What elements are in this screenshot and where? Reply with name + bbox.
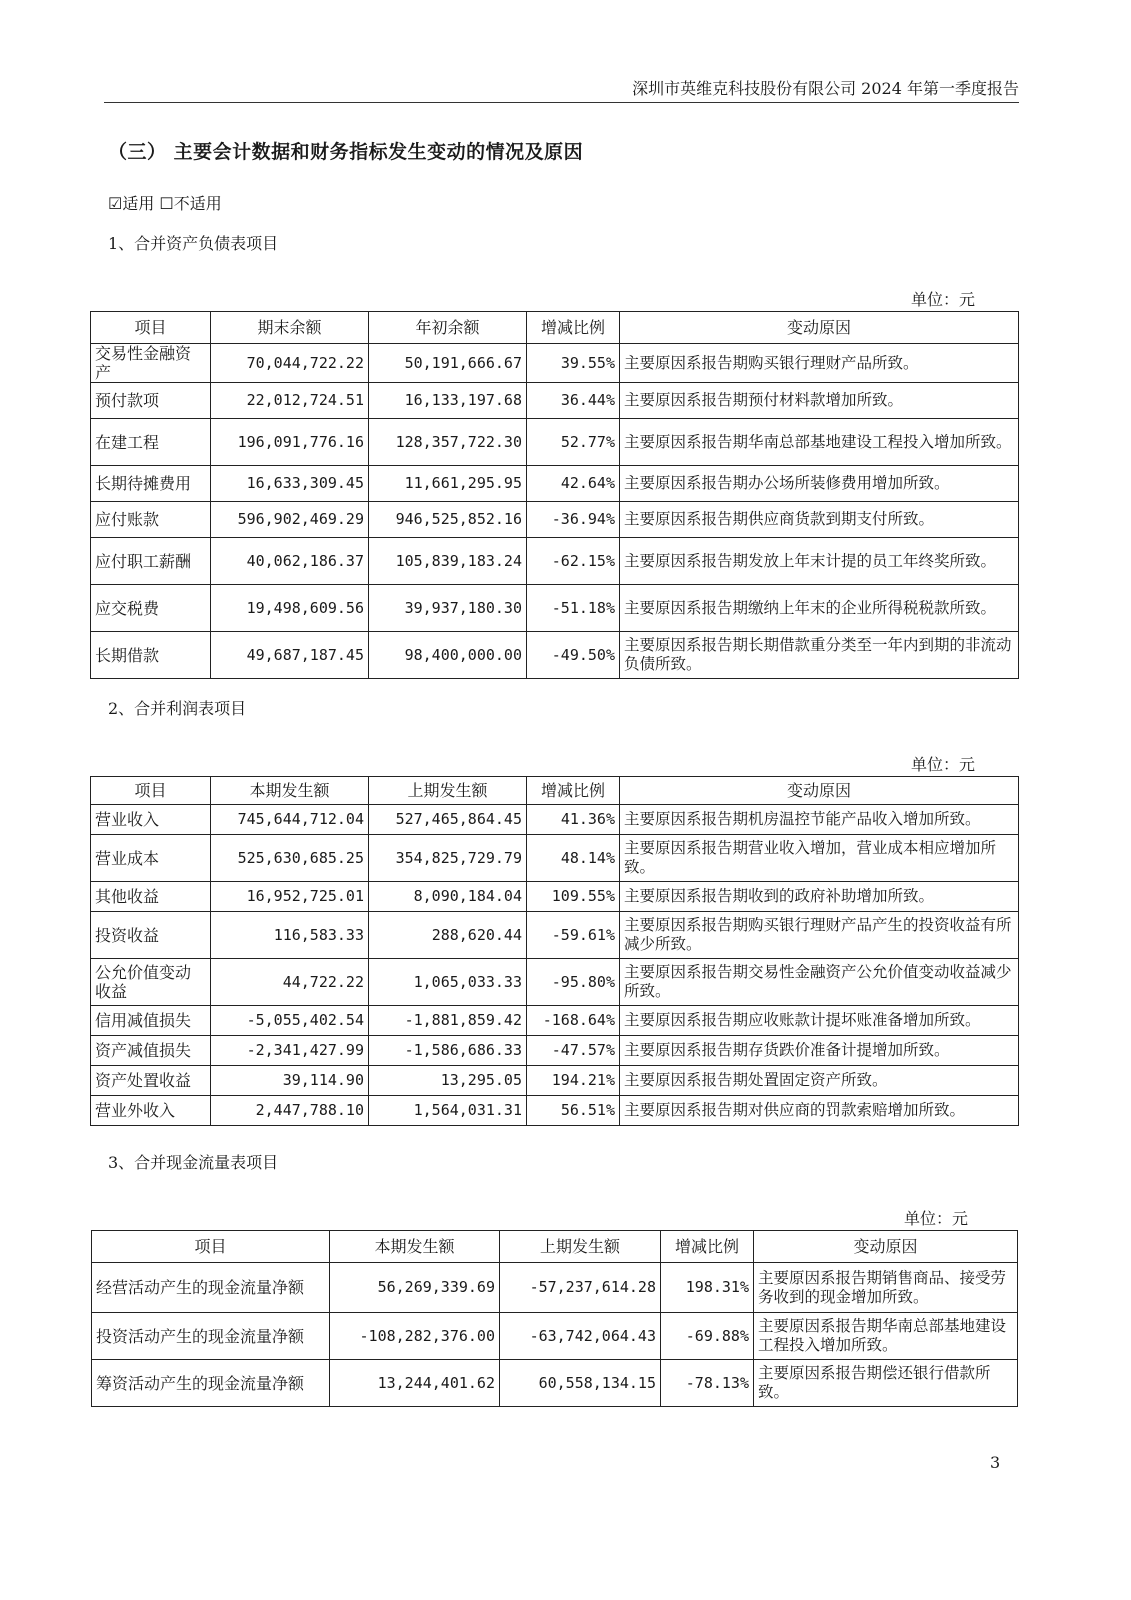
change-ratio-cell: 109.55%	[527, 882, 620, 912]
reason-cell: 主要原因系报告期购买银行理财产品产生的投资收益有所减少所致。	[620, 912, 1019, 959]
change-ratio-cell: -168.64%	[527, 1006, 620, 1036]
column-header: 增减比例	[661, 1231, 754, 1263]
reason-cell: 主要原因系报告期偿还银行借款所致。	[754, 1360, 1018, 1407]
beginning-balance-cell: 105,839,183.24	[369, 538, 527, 585]
change-ratio-cell: 41.36%	[527, 805, 620, 835]
income-statement-heading: 2、合并利润表项目	[108, 699, 247, 718]
table-row	[91, 912, 1019, 959]
item-cell: 公允价值变动收益	[91, 959, 211, 1006]
change-ratio-cell: -59.61%	[527, 912, 620, 959]
reason-cell: 主要原因系报告期销售商品、接受劳务收到的现金增加所致。	[754, 1263, 1018, 1313]
ending-balance-cell: 70,044,722.22	[211, 344, 369, 383]
beginning-balance-cell: 16,133,197.68	[369, 383, 527, 419]
table-header-row	[92, 1231, 1018, 1263]
prior-period-cell: 288,620.44	[369, 912, 527, 959]
ending-balance-cell: 22,012,724.51	[211, 383, 369, 419]
change-ratio-cell: 39.55%	[527, 344, 620, 383]
column-header: 变动原因	[620, 312, 1019, 344]
table-header-row	[91, 312, 1019, 344]
column-header: 增减比例	[527, 312, 620, 344]
change-ratio-cell: 42.64%	[527, 466, 620, 502]
change-ratio-cell: -62.15%	[527, 538, 620, 585]
reason-cell: 主要原因系报告期机房温控节能产品收入增加所致。	[620, 805, 1019, 835]
balance-sheet-table	[90, 311, 1019, 679]
column-header: 本期发生额	[211, 777, 369, 805]
change-ratio-cell: 198.31%	[661, 1263, 754, 1313]
cashflow-statement-heading: 3、合并现金流量表项目	[108, 1153, 279, 1172]
page-header: 深圳市英维克科技股份有限公司 2024 年第一季度报告	[104, 78, 1019, 103]
table-row	[91, 805, 1019, 835]
table-row	[91, 1066, 1019, 1096]
beginning-balance-cell: 11,661,295.95	[369, 466, 527, 502]
prior-period-cell: 60,558,134.15	[500, 1360, 661, 1407]
item-cell: 资产减值损失	[91, 1036, 211, 1066]
beginning-balance-cell: 50,191,666.67	[369, 344, 527, 383]
table-row	[91, 1036, 1019, 1066]
beginning-balance-cell: 39,937,180.30	[369, 585, 527, 632]
change-ratio-cell: 52.77%	[527, 419, 620, 466]
item-cell: 预付款项	[91, 383, 211, 419]
current-period-cell: 56,269,339.69	[330, 1263, 500, 1313]
table-row	[91, 538, 1019, 585]
reason-cell: 主要原因系报告期购买银行理财产品所致。	[620, 344, 1019, 383]
beginning-balance-cell: 98,400,000.00	[369, 632, 527, 679]
ending-balance-cell: 19,498,609.56	[211, 585, 369, 632]
current-period-cell: 44,722.22	[211, 959, 369, 1006]
table-row	[91, 344, 1019, 383]
prior-period-cell: 354,825,729.79	[369, 835, 527, 882]
prior-period-cell: -57,237,614.28	[500, 1263, 661, 1313]
prior-period-cell: -63,742,064.43	[500, 1313, 661, 1360]
prior-period-cell: 527,465,864.45	[369, 805, 527, 835]
ending-balance-cell: 596,902,469.29	[211, 502, 369, 538]
change-ratio-cell: -78.13%	[661, 1360, 754, 1407]
item-cell: 营业外收入	[91, 1096, 211, 1126]
ending-balance-cell: 196,091,776.16	[211, 419, 369, 466]
prior-period-cell: 13,295.05	[369, 1066, 527, 1096]
column-header: 项目	[91, 312, 211, 344]
item-cell: 应付职工薪酬	[91, 538, 211, 585]
column-header: 上期发生额	[369, 777, 527, 805]
reason-cell: 主要原因系报告期华南总部基地建设工程投入增加所致。	[754, 1313, 1018, 1360]
reason-cell: 主要原因系报告期交易性金融资产公允价值变动收益减少所致。	[620, 959, 1019, 1006]
applicable-checkbox-line: ☑适用 ☐不适用	[108, 194, 222, 213]
reason-cell: 主要原因系报告期存货跌价准备计提增加所致。	[620, 1036, 1019, 1066]
change-ratio-cell: -95.80%	[527, 959, 620, 1006]
column-header: 项目	[92, 1231, 330, 1263]
current-period-cell: -108,282,376.00	[330, 1313, 500, 1360]
item-cell: 营业收入	[91, 805, 211, 835]
table-row	[91, 466, 1019, 502]
table-row	[92, 1313, 1018, 1360]
column-header: 变动原因	[620, 777, 1019, 805]
item-cell: 投资活动产生的现金流量净额	[92, 1313, 330, 1360]
item-cell: 长期借款	[91, 632, 211, 679]
reason-cell: 主要原因系报告期处置固定资产所致。	[620, 1066, 1019, 1096]
column-header: 本期发生额	[330, 1231, 500, 1263]
change-ratio-cell: -51.18%	[527, 585, 620, 632]
prior-period-cell: -1,586,686.33	[369, 1036, 527, 1066]
column-header: 项目	[91, 777, 211, 805]
item-cell: 信用减值损失	[91, 1006, 211, 1036]
prior-period-cell: -1,881,859.42	[369, 1006, 527, 1036]
item-cell: 应交税费	[91, 585, 211, 632]
item-cell: 在建工程	[91, 419, 211, 466]
section-title: （三） 主要会计数据和财务指标发生变动的情况及原因	[108, 141, 584, 163]
change-ratio-cell: -47.57%	[527, 1036, 620, 1066]
column-header: 增减比例	[527, 777, 620, 805]
reason-cell: 主要原因系报告期供应商货款到期支付所致。	[620, 502, 1019, 538]
reason-cell: 主要原因系报告期营业收入增加，营业成本相应增加所致。	[620, 835, 1019, 882]
current-period-cell: -2,341,427.99	[211, 1036, 369, 1066]
column-header: 年初余额	[369, 312, 527, 344]
item-cell: 经营活动产生的现金流量净额	[92, 1263, 330, 1313]
income-unit-label: 单位：元	[911, 755, 976, 774]
item-cell: 筹资活动产生的现金流量净额	[92, 1360, 330, 1407]
current-period-cell: 13,244,401.62	[330, 1360, 500, 1407]
table-row	[91, 835, 1019, 882]
reason-cell: 主要原因系报告期长期借款重分类至一年内到期的非流动负债所致。	[620, 632, 1019, 679]
table-row	[92, 1360, 1018, 1407]
table-row	[91, 1096, 1019, 1126]
item-cell: 长期待摊费用	[91, 466, 211, 502]
reason-cell: 主要原因系报告期办公场所装修费用增加所致。	[620, 466, 1019, 502]
reason-cell: 主要原因系报告期对供应商的罚款索赔增加所致。	[620, 1096, 1019, 1126]
balance-sheet-heading: 1、合并资产负债表项目	[108, 234, 279, 253]
change-ratio-cell: 194.21%	[527, 1066, 620, 1096]
reason-cell: 主要原因系报告期华南总部基地建设工程投入增加所致。	[620, 419, 1019, 466]
prior-period-cell: 1,564,031.31	[369, 1096, 527, 1126]
current-period-cell: 2,447,788.10	[211, 1096, 369, 1126]
column-header: 变动原因	[754, 1231, 1018, 1263]
prior-period-cell: 8,090,184.04	[369, 882, 527, 912]
cashflow-statement-table	[91, 1230, 1018, 1407]
table-row	[91, 1006, 1019, 1036]
ending-balance-cell: 40,062,186.37	[211, 538, 369, 585]
beginning-balance-cell: 946,525,852.16	[369, 502, 527, 538]
table-row	[91, 959, 1019, 1006]
current-period-cell: 16,952,725.01	[211, 882, 369, 912]
table-row	[91, 419, 1019, 466]
change-ratio-cell: -36.94%	[527, 502, 620, 538]
item-cell: 其他收益	[91, 882, 211, 912]
table-header-row	[91, 777, 1019, 805]
item-cell: 交易性金融资产	[91, 344, 211, 383]
current-period-cell: 39,114.90	[211, 1066, 369, 1096]
item-cell: 应付账款	[91, 502, 211, 538]
item-cell: 资产处置收益	[91, 1066, 211, 1096]
item-cell: 投资收益	[91, 912, 211, 959]
change-ratio-cell: -69.88%	[661, 1313, 754, 1360]
table-row	[91, 632, 1019, 679]
change-ratio-cell: 36.44%	[527, 383, 620, 419]
table-row	[91, 882, 1019, 912]
current-period-cell: 745,644,712.04	[211, 805, 369, 835]
column-header: 期末余额	[211, 312, 369, 344]
change-ratio-cell: -49.50%	[527, 632, 620, 679]
beginning-balance-cell: 128,357,722.30	[369, 419, 527, 466]
income-statement-table	[90, 776, 1019, 1126]
table-row	[91, 383, 1019, 419]
item-cell: 营业成本	[91, 835, 211, 882]
change-ratio-cell: 48.14%	[527, 835, 620, 882]
table-row	[91, 585, 1019, 632]
change-ratio-cell: 56.51%	[527, 1096, 620, 1126]
reason-cell: 主要原因系报告期预付材料款增加所致。	[620, 383, 1019, 419]
table-row	[91, 502, 1019, 538]
reason-cell: 主要原因系报告期发放上年末计提的员工年终奖所致。	[620, 538, 1019, 585]
current-period-cell: 116,583.33	[211, 912, 369, 959]
ending-balance-cell: 49,687,187.45	[211, 632, 369, 679]
ending-balance-cell: 16,633,309.45	[211, 466, 369, 502]
balance-unit-label: 单位：元	[911, 290, 976, 309]
page-number: 3	[990, 1453, 1001, 1472]
table-row	[92, 1263, 1018, 1313]
current-period-cell: -5,055,402.54	[211, 1006, 369, 1036]
prior-period-cell: 1,065,033.33	[369, 959, 527, 1006]
cashflow-unit-label: 单位：元	[904, 1209, 969, 1228]
reason-cell: 主要原因系报告期应收账款计提坏账准备增加所致。	[620, 1006, 1019, 1036]
column-header: 上期发生额	[500, 1231, 661, 1263]
reason-cell: 主要原因系报告期缴纳上年末的企业所得税税款所致。	[620, 585, 1019, 632]
reason-cell: 主要原因系报告期收到的政府补助增加所致。	[620, 882, 1019, 912]
current-period-cell: 525,630,685.25	[211, 835, 369, 882]
